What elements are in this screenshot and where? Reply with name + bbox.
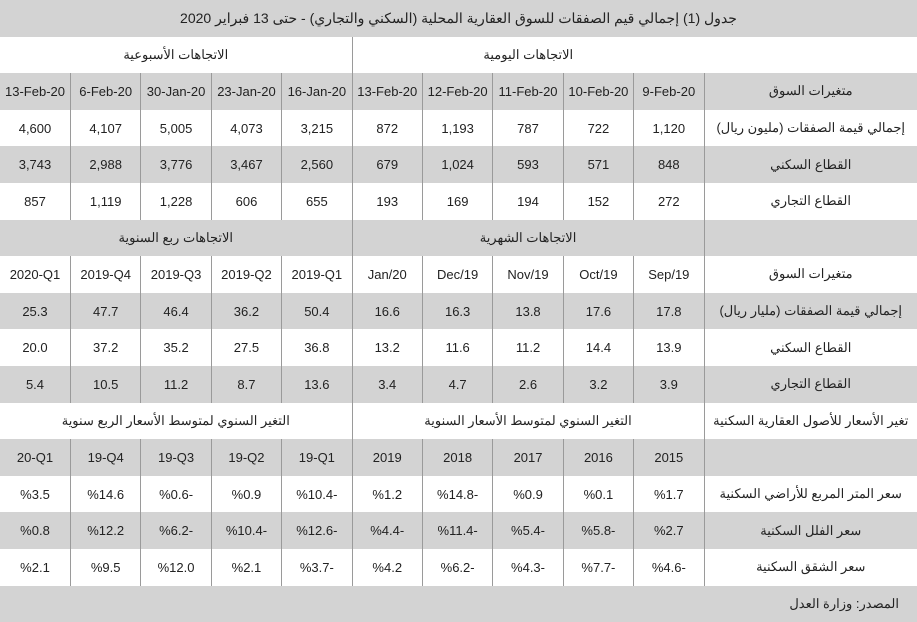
column-header: 19-Q1 <box>282 439 352 476</box>
table-cell: 606 <box>211 183 281 220</box>
column-header-row <box>0 439 917 476</box>
table-row <box>0 476 917 513</box>
table-cell: 2,988 <box>70 146 140 183</box>
column-header: 2018 <box>422 439 492 476</box>
table-cell: 4,107 <box>70 110 140 147</box>
table-cell: 1,120 <box>634 110 704 147</box>
table-cell: 3.2 <box>563 366 633 403</box>
table-cell: %10.4- <box>211 512 281 549</box>
table-cell: 13.8 <box>493 293 563 330</box>
table-cell: 10.5 <box>70 366 140 403</box>
table-cell: 4,600 <box>0 110 70 147</box>
header-label: متغيرات السوق <box>704 73 917 110</box>
table-cell: 3,743 <box>0 146 70 183</box>
table-cell: 1,024 <box>422 146 492 183</box>
table-cell: 14.4 <box>563 329 633 366</box>
table-title: جدول (1) إجمالي قيم الصفقات للسوق العقارية المحلية (السكني والتجاري) - حتى 13 فبراير 2020 <box>0 0 917 37</box>
table-cell: 272 <box>634 183 704 220</box>
table-cell: %2.1 <box>211 549 281 586</box>
column-header: 13-Feb-20 <box>0 73 70 110</box>
row-label: سعر المتر المربع للأراضي السكنية <box>704 476 917 513</box>
row-label: إجمالي قيمة الصفقات (مليون ريال) <box>704 110 917 147</box>
row-label: القطاع التجاري <box>704 183 917 220</box>
title-row <box>0 0 917 37</box>
column-header: 2015 <box>634 439 704 476</box>
table-cell: 46.4 <box>141 293 211 330</box>
column-header-row <box>0 256 917 293</box>
column-header: 20-Q1 <box>0 439 70 476</box>
table-cell: 1,119 <box>70 183 140 220</box>
table-row <box>0 146 917 183</box>
group-header: التغير السنوي لمتوسط الأسعار الربع سنوية <box>0 403 352 440</box>
column-header: 2016 <box>563 439 633 476</box>
table-cell: %5.8- <box>563 512 633 549</box>
column-header: 2019-Q1 <box>282 256 352 293</box>
column-header: Jan/20 <box>352 256 422 293</box>
column-header: 2020-Q1 <box>0 256 70 293</box>
table-row <box>0 293 917 330</box>
column-header: 2019 <box>352 439 422 476</box>
group-header: التغير السنوي لمتوسط الأسعار السنوية <box>352 403 704 440</box>
column-header: Nov/19 <box>493 256 563 293</box>
table-cell: %3.5 <box>0 476 70 513</box>
table-cell: 3,215 <box>282 110 352 147</box>
table-cell: 169 <box>422 183 492 220</box>
table-cell: 194 <box>493 183 563 220</box>
column-header: 9-Feb-20 <box>634 73 704 110</box>
table-cell: 3.9 <box>634 366 704 403</box>
table-cell: 11.6 <box>422 329 492 366</box>
column-header: 2019-Q4 <box>70 256 140 293</box>
column-header: 6-Feb-20 <box>70 73 140 110</box>
table-cell: 11.2 <box>493 329 563 366</box>
table-row <box>0 549 917 586</box>
table-cell: 3.4 <box>352 366 422 403</box>
table-cell: 152 <box>563 183 633 220</box>
table-cell: 1,228 <box>141 183 211 220</box>
table-cell: 8.7 <box>211 366 281 403</box>
table-cell: %10.4- <box>282 476 352 513</box>
column-header: 30-Jan-20 <box>141 73 211 110</box>
row-label: القطاع السكني <box>704 146 917 183</box>
table-cell: %4.2 <box>352 549 422 586</box>
table-cell: %4.4- <box>352 512 422 549</box>
row-label: إجمالي قيمة الصفقات (مليار ريال) <box>704 293 917 330</box>
table-cell: 5,005 <box>141 110 211 147</box>
table-cell: %3.7- <box>282 549 352 586</box>
table-cell: 679 <box>352 146 422 183</box>
table-cell: 2,560 <box>282 146 352 183</box>
table-cell: %1.7 <box>634 476 704 513</box>
row-label: سعر الشقق السكنية <box>704 549 917 586</box>
column-header: 16-Jan-20 <box>282 73 352 110</box>
table-cell: 17.6 <box>563 293 633 330</box>
table-cell: %12.2 <box>70 512 140 549</box>
column-header: 2017 <box>493 439 563 476</box>
column-header: Sep/19 <box>634 256 704 293</box>
table-cell: %0.6- <box>141 476 211 513</box>
table-row <box>0 110 917 147</box>
section-group-row <box>0 37 917 74</box>
column-header: 10-Feb-20 <box>563 73 633 110</box>
table-cell: %1.2 <box>352 476 422 513</box>
table-cell: %12.6- <box>282 512 352 549</box>
table-row <box>0 329 917 366</box>
table-cell: 20.0 <box>0 329 70 366</box>
table-cell: 3,776 <box>141 146 211 183</box>
column-header-row <box>0 73 917 110</box>
table-cell: %9.5 <box>70 549 140 586</box>
table-cell: 722 <box>563 110 633 147</box>
column-header: 2019-Q2 <box>211 256 281 293</box>
section-group-row <box>0 220 917 257</box>
row-label: القطاع التجاري <box>704 366 917 403</box>
row-label: سعر الفلل السكنية <box>704 512 917 549</box>
section-label <box>704 220 917 257</box>
table-row <box>0 512 917 549</box>
column-header: 19-Q3 <box>141 439 211 476</box>
table-cell: 11.2 <box>141 366 211 403</box>
column-header: 2019-Q3 <box>141 256 211 293</box>
table-cell: %2.1 <box>0 549 70 586</box>
table-cell: 13.9 <box>634 329 704 366</box>
table-cell: 13.6 <box>282 366 352 403</box>
table-cell: 787 <box>493 110 563 147</box>
table-cell: 16.6 <box>352 293 422 330</box>
column-header: 13-Feb-20 <box>352 73 422 110</box>
table-cell: 36.8 <box>282 329 352 366</box>
table-cell: %6.2- <box>422 549 492 586</box>
table-cell: 13.2 <box>352 329 422 366</box>
table-cell: %11.4- <box>422 512 492 549</box>
table-cell: %2.7 <box>634 512 704 549</box>
column-header: 19-Q2 <box>211 439 281 476</box>
table-cell: 857 <box>0 183 70 220</box>
table-cell: 872 <box>352 110 422 147</box>
group-header: الاتجاهات اليومية <box>352 37 704 74</box>
table-cell: %14.8- <box>422 476 492 513</box>
table-cell: %4.3- <box>493 549 563 586</box>
table-row <box>0 183 917 220</box>
table-cell: 50.4 <box>282 293 352 330</box>
table-cell: 1,193 <box>422 110 492 147</box>
table-cell: 848 <box>634 146 704 183</box>
section-label: تغير الأسعار للأصول العقارية السكنية <box>704 403 917 440</box>
table-cell: 35.2 <box>141 329 211 366</box>
group-header: الاتجاهات ربع السنوية <box>0 220 352 257</box>
column-header: 23-Jan-20 <box>211 73 281 110</box>
table-cell: %0.9 <box>211 476 281 513</box>
table-cell: %0.9 <box>493 476 563 513</box>
table-cell: 27.5 <box>211 329 281 366</box>
column-header: 19-Q4 <box>70 439 140 476</box>
table-cell: 47.7 <box>70 293 140 330</box>
table-row <box>0 366 917 403</box>
table-cell: 655 <box>282 183 352 220</box>
table-cell: %7.7- <box>563 549 633 586</box>
table-cell: %4.6- <box>634 549 704 586</box>
table-cell: 16.3 <box>422 293 492 330</box>
table-cell: %5.4- <box>493 512 563 549</box>
header-label <box>704 439 917 476</box>
column-header: Oct/19 <box>563 256 633 293</box>
table-cell: %6.2- <box>141 512 211 549</box>
header-label: متغيرات السوق <box>704 256 917 293</box>
row-label: القطاع السكني <box>704 329 917 366</box>
table-cell: 4.7 <box>422 366 492 403</box>
table-cell: %14.6 <box>70 476 140 513</box>
group-header: الاتجاهات الأسبوعية <box>0 37 352 74</box>
table-cell: 571 <box>563 146 633 183</box>
table-cell: %0.8 <box>0 512 70 549</box>
table-cell: %0.1 <box>563 476 633 513</box>
source-row <box>0 586 917 622</box>
table-cell: 36.2 <box>211 293 281 330</box>
table-cell: 17.8 <box>634 293 704 330</box>
table-cell: 37.2 <box>70 329 140 366</box>
section-group-row <box>0 403 917 440</box>
table-cell: 193 <box>352 183 422 220</box>
table-cell: 2.6 <box>493 366 563 403</box>
source-note: المصدر: وزارة العدل <box>0 586 917 622</box>
table-cell: 25.3 <box>0 293 70 330</box>
column-header: Dec/19 <box>422 256 492 293</box>
table-cell: %12.0 <box>141 549 211 586</box>
table-cell: 5.4 <box>0 366 70 403</box>
group-header: الاتجاهات الشهرية <box>352 220 704 257</box>
table-cell: 3,467 <box>211 146 281 183</box>
table-cell: 4,073 <box>211 110 281 147</box>
column-header: 12-Feb-20 <box>422 73 492 110</box>
column-header: 11-Feb-20 <box>493 73 563 110</box>
section-label <box>704 37 917 74</box>
table-cell: 593 <box>493 146 563 183</box>
